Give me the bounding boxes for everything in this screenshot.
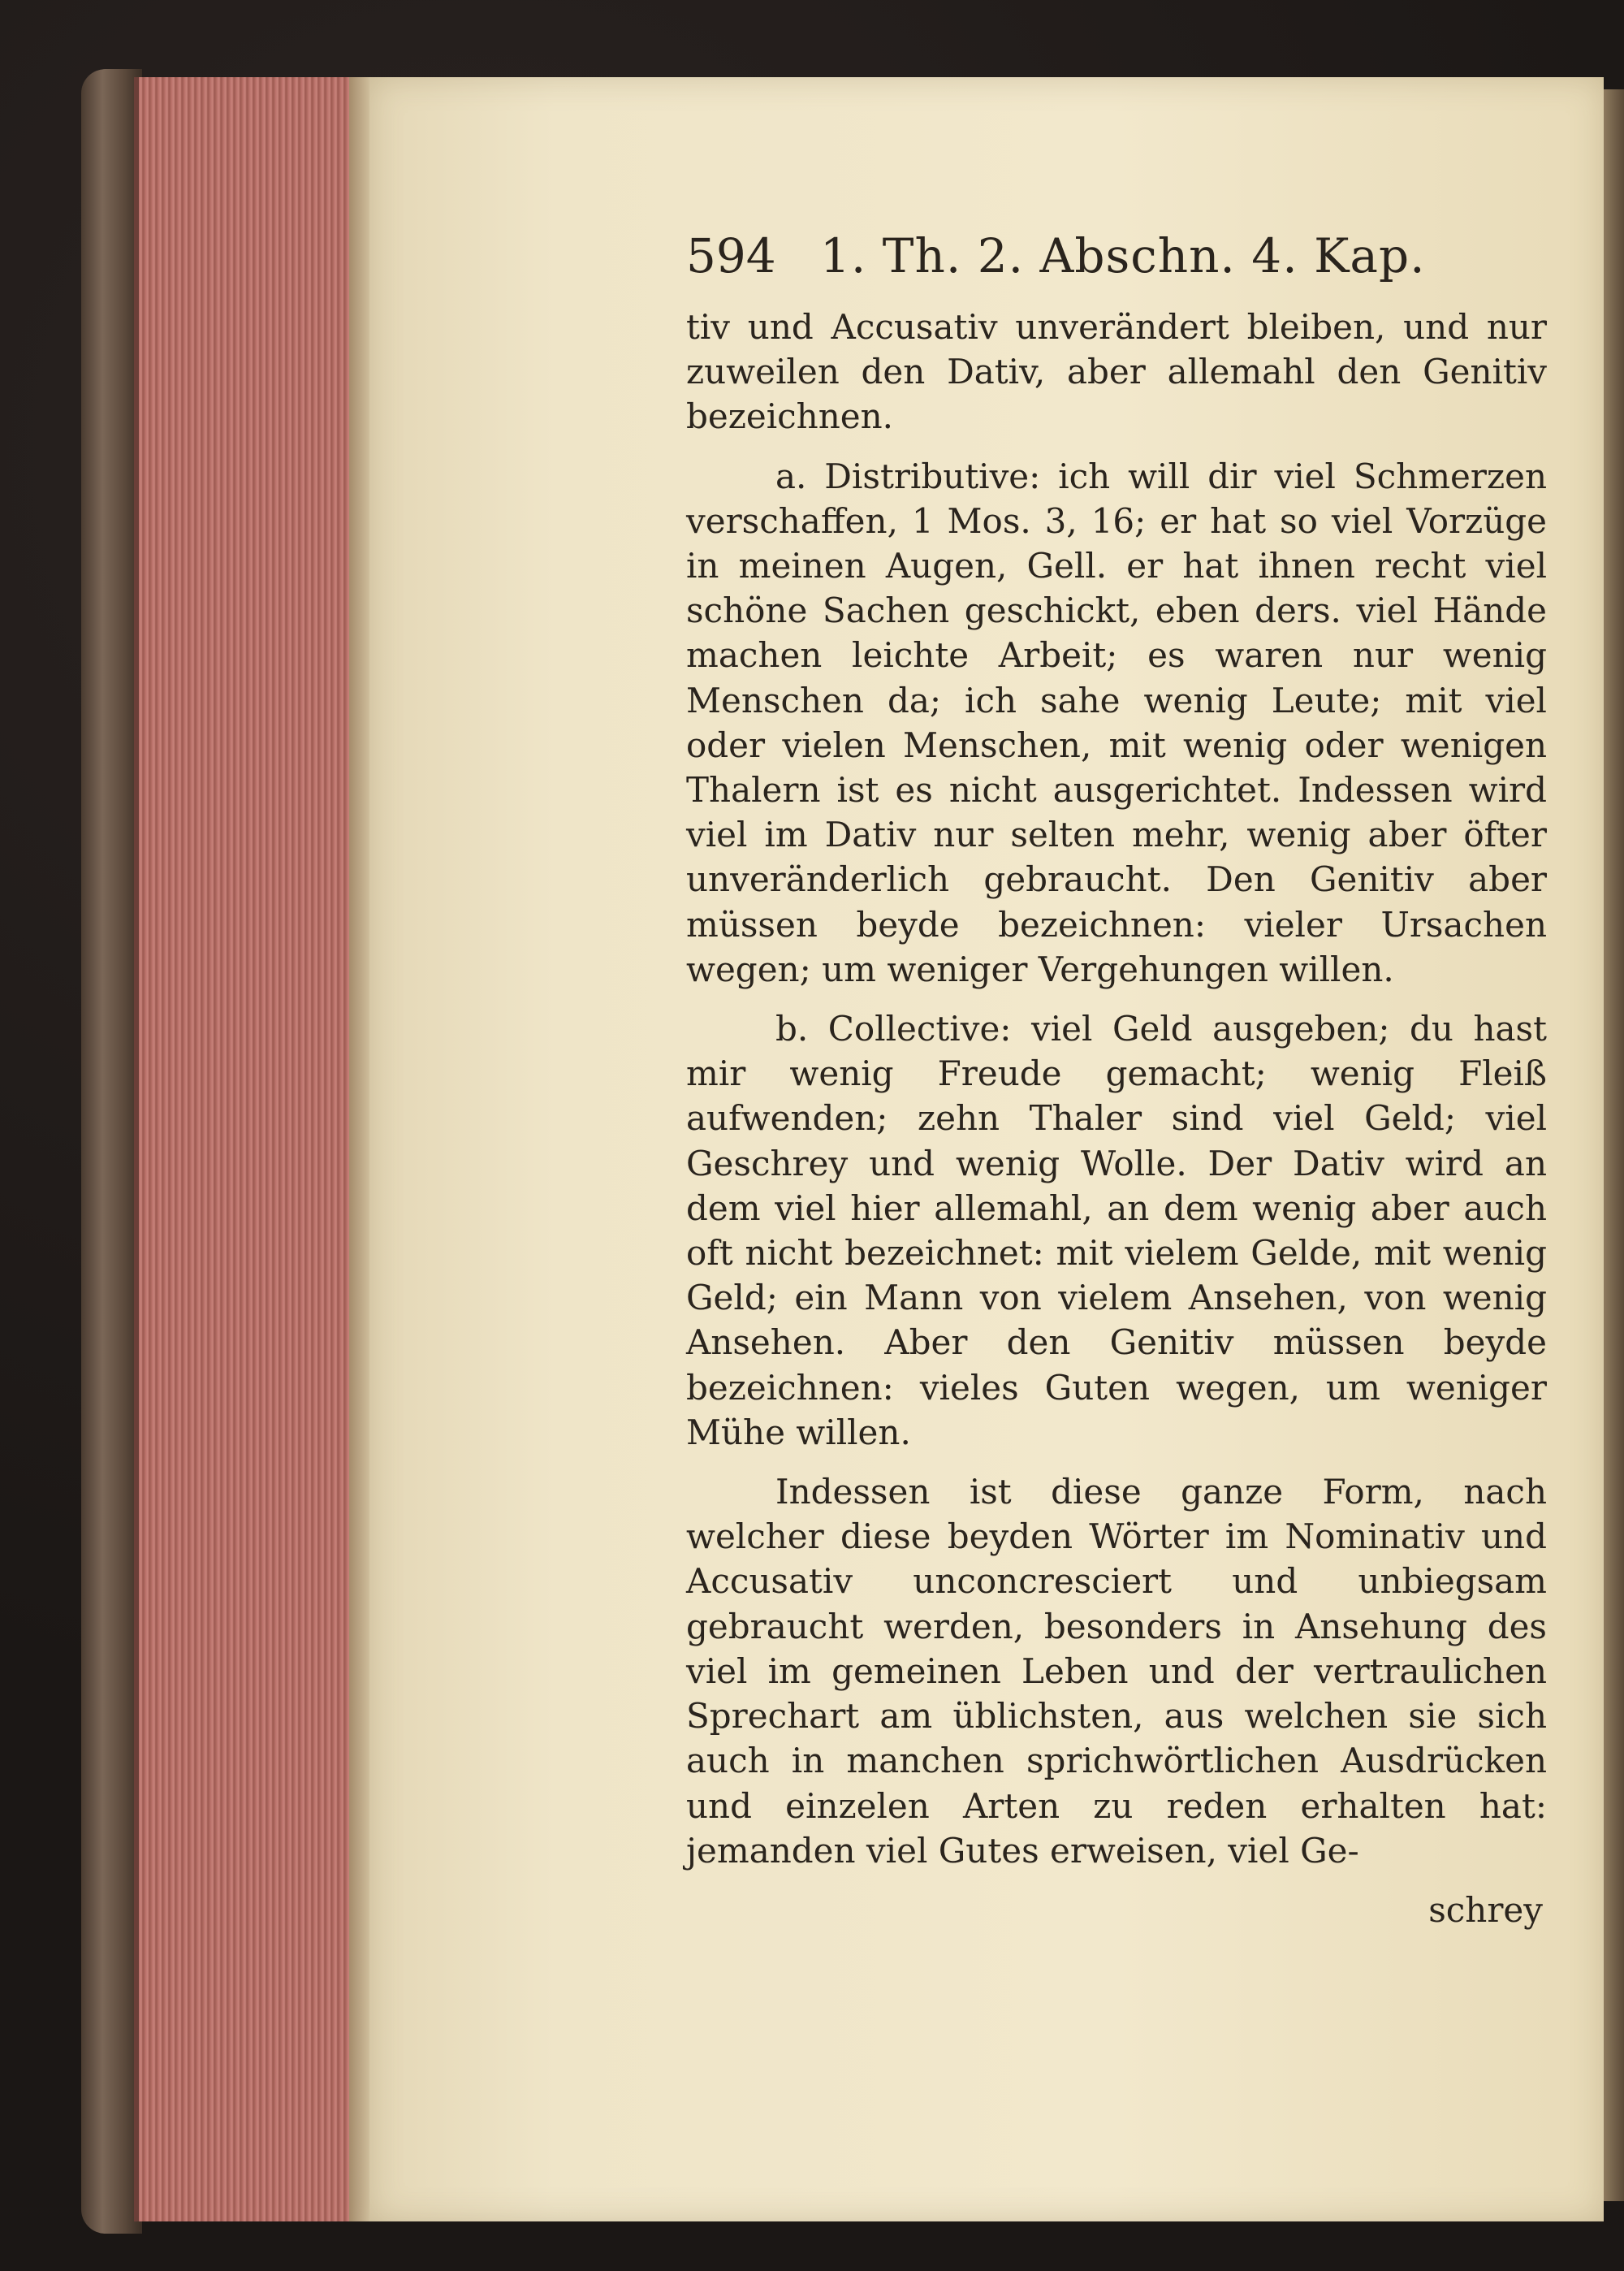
- book-spine: [81, 69, 142, 2234]
- page-content: [686, 227, 1547, 1932]
- paragraph-distributive: a. Distributive: ich will dir viel Schmerzen verschaffen, 1 Mos. 3, 16; er hat so viel Vorzüge in meinen Augen, Gell. er hat ihnen recht viel schöne Sachen geschickt, eben ders. viel Hände machen leichte Arbeit; es waren nur wenig Menschen da; ich sahe wenig Leute; mit viel oder vielen Menschen, mit wenig oder wenigen Thalern ist es nicht ausgerichtet. Indessen wird viel im Dativ nur selten mehr, wenig aber öfter unveränderlich gebraucht. Den Genitiv aber müssen beyde bezeichnen: vieler Ursachen wegen; um weniger Vergehungen willen.: [686, 456, 1547, 989]
- catchword: schrey: [1428, 1889, 1543, 1930]
- paragraph-continuation: tiv und Accusativ unverändert bleiben, und nur zuweilen den Dativ, aber allemahl den Genitiv bezeichnen.: [686, 307, 1547, 437]
- book-page-edges: [134, 77, 366, 2221]
- running-head: 1. Th. 2. Abschn. 4. Kap.: [820, 228, 1426, 283]
- paragraph-indessen: Indessen ist diese ganze Form, nach welcher diese beyden Wörter im Nominativ und Accusativ unconcresciert und unbiegsam gebraucht werden, besonders in Ansehung des viel im gemeinen Leben und der vertraulichen Sprechart am üblichsten, aus welchen sie sich auch in manchen sprichwörtlichen Ausdrücken und einzelen Arten zu reden erhalten hat: jemanden viel Gutes erweisen, viel Ge-: [686, 1472, 1547, 1871]
- book-fore-edge: [1604, 89, 1624, 2201]
- page-header: [686, 227, 1547, 305]
- paragraph-collective: b. Collective: viel Geld ausgeben; du hast mir wenig Freude gemacht; wenig Fleiß aufwenden; zehn Thaler sind viel Geld; viel Geschrey und wenig Wolle. Der Dativ wird an dem viel hier allemahl, an dem wenig aber auch oft nicht bezeichnet: mit vielem Gelde, mit wenig Geld; ein Mann von vielem Ansehen, von wenig Ansehen. Aber den Genitiv müssen beyde bezeichnen: vieles Guten wegen, um weniger Mühe willen.: [686, 1009, 1547, 1452]
- page-number: 594: [686, 228, 776, 283]
